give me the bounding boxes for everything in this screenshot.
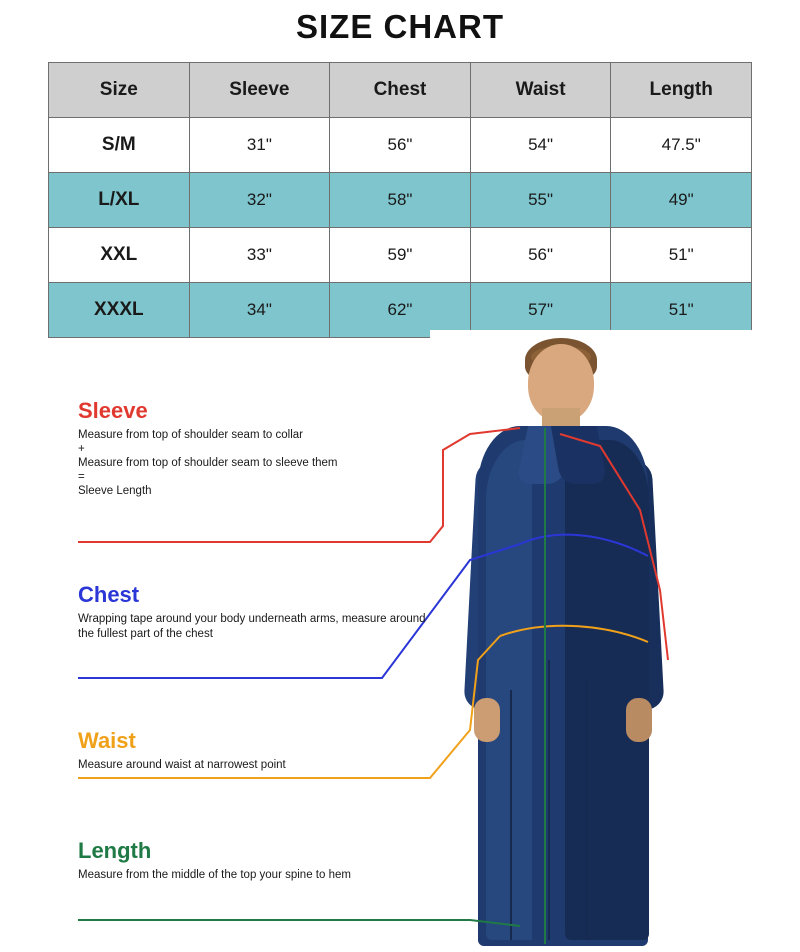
cell-length: 51" xyxy=(611,283,752,338)
column-header-chest: Chest xyxy=(330,63,471,118)
cell-chest: 59" xyxy=(330,228,471,283)
cell-sleeve: 33" xyxy=(189,228,330,283)
table-header-row xyxy=(49,63,752,118)
cell-sleeve: 31" xyxy=(189,118,330,173)
legend-sleeve-line2: Measure from top of shoulder seam to sleeve them xyxy=(78,457,338,469)
cell-size: XXL xyxy=(49,228,190,283)
column-header-sleeve: Sleeve xyxy=(189,63,330,118)
legend-sleeve-line1: Measure from top of shoulder seam to collar xyxy=(78,429,303,441)
legend-length-title: Length xyxy=(78,838,152,863)
cell-size: XXXL xyxy=(49,283,190,338)
cell-length: 51" xyxy=(611,228,752,283)
legend-chest-title: Chest xyxy=(78,582,140,607)
size-chart-table xyxy=(48,62,752,338)
cell-sleeve: 34" xyxy=(189,283,330,338)
cell-chest: 58" xyxy=(330,173,471,228)
table-row xyxy=(49,173,752,228)
cell-length: 49" xyxy=(611,173,752,228)
table-row xyxy=(49,228,752,283)
cell-size: L/XL xyxy=(49,173,190,228)
legend-length xyxy=(78,838,438,883)
cell-waist: 57" xyxy=(470,283,611,338)
column-header-size: Size xyxy=(49,63,190,118)
cell-length: 47.5" xyxy=(611,118,752,173)
cell-chest: 62" xyxy=(330,283,471,338)
legend-waist xyxy=(78,728,438,773)
cell-sleeve: 32" xyxy=(189,173,330,228)
legend-sleeve xyxy=(78,398,438,498)
legend-sleeve-plus: + xyxy=(78,443,85,455)
legend-sleeve-equals: = xyxy=(78,471,85,483)
legend-waist-line1: Measure around waist at narrowest point xyxy=(78,759,286,771)
page-title: SIZE CHART xyxy=(296,8,504,45)
legend-waist-title: Waist xyxy=(78,728,136,753)
cell-waist: 54" xyxy=(470,118,611,173)
column-header-length: Length xyxy=(611,63,752,118)
column-header-waist: Waist xyxy=(470,63,611,118)
legend-length-line1: Measure from the middle of the top your spine to hem xyxy=(78,869,351,881)
legend-sleeve-title: Sleeve xyxy=(78,398,148,423)
cell-chest: 56" xyxy=(330,118,471,173)
legend-chest xyxy=(78,582,438,642)
table-row xyxy=(49,118,752,173)
legend-sleeve-line3: Sleeve Length xyxy=(78,485,152,497)
legend-chest-line1: Wrapping tape around your body underneath arms, measure around the fullest part of the chest xyxy=(78,613,426,640)
cell-waist: 56" xyxy=(470,228,611,283)
cell-size: S/M xyxy=(49,118,190,173)
cell-waist: 55" xyxy=(470,173,611,228)
measurement-diagram xyxy=(0,330,800,952)
